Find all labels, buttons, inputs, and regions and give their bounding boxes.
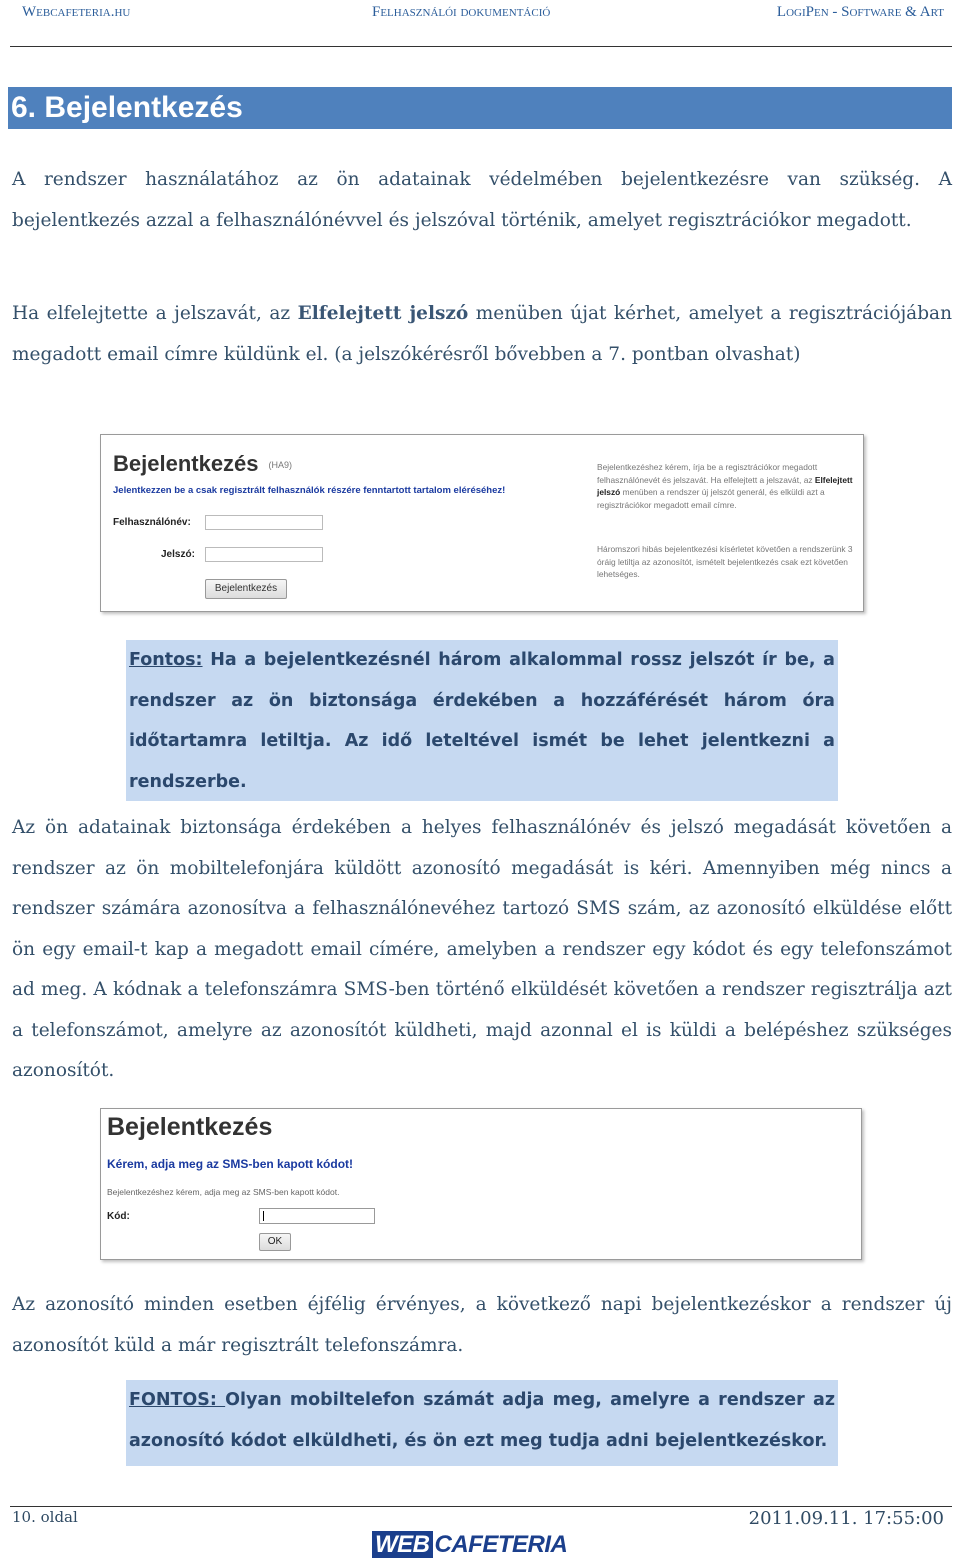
forgot-password-paragraph <box>12 294 952 375</box>
forgot-password-menu-ref: Elfelejtett jelszó <box>297 303 469 324</box>
password-label: Jelszó: <box>161 549 195 560</box>
login-button[interactable]: Bejelentkezés <box>205 579 287 599</box>
sms-login-subtitle: Kérem, adja meg az SMS-ben kapott kódot! <box>107 1157 354 1171</box>
section-title: 6. Bejelentkezés <box>8 87 952 129</box>
username-input[interactable] <box>205 515 323 530</box>
code-input[interactable] <box>259 1208 375 1224</box>
username-label: Felhasználónév: <box>113 517 191 528</box>
password-input[interactable] <box>205 547 323 562</box>
important-note-lockout <box>126 640 838 801</box>
login-screenshot <box>100 434 864 612</box>
login-subtitle: Jelentkezzen be a csak regisztrált felhasználók részére fenntartott tartalom eléréséhez! <box>113 485 506 496</box>
login-help-text: Bejelentkezéshez kérem, írja be a regisztrációkor megadott felhasználónevét és jelszavát. Ha elfelejtett a jelszavát, az Elfelejtett jelszó menüben a rendszer új jelszót generál, és elküldi azt a regisztrációkor megadott email címre. <box>597 462 853 510</box>
footer-divider <box>10 1506 952 1507</box>
webcafeteria-logo: WEB CAFETERIA <box>372 1532 567 1558</box>
login-lockout-text: Háromszori hibás bejelentkezési kísérletet követően a rendszerünk 3 óráig letiltja az azonosítót, ismételt bejelentkezés csak ezt követően lehetséges. <box>597 544 853 579</box>
login-title: Bejelentkezés (HA9) <box>113 451 293 476</box>
footer-timestamp: 2011.09.11. 17:55:00 <box>748 1508 944 1529</box>
sms-login-help: Bejelentkezéshez kérem, adja meg az SMS-ben kapott kódot. <box>107 1187 340 1197</box>
page-number: 10. oldal <box>12 1508 78 1526</box>
important-note-phone <box>126 1380 838 1466</box>
ok-button[interactable]: OK <box>259 1233 291 1251</box>
header-company: LogiPen - Software & Art <box>776 4 944 20</box>
page-header <box>12 4 948 26</box>
code-label: Kód: <box>107 1211 130 1222</box>
header-site: Webcafeteria.hu <box>22 4 131 20</box>
header-doc-title: Felhasználói dokumentáció <box>372 4 551 20</box>
sms-login-title: Bejelentkezés <box>107 1113 273 1141</box>
validity-paragraph: Az azonosító minden esetben éjfélig érvényes, a következő napi bejelentkezéskor a rendszer új azonosítót küld a már regisztrált telefonszámra. <box>12 1294 952 1356</box>
forgot-password-link[interactable]: Elfelejtett jelszó <box>597 474 853 497</box>
para2-after: menüben újat kérhet, amelyet a regisztrációjában megadott email címre küldünk el. (a jelszókérésről bővebben a 7. pontban olvashat) <box>12 303 953 365</box>
login-title-code: (HA9) <box>268 460 293 471</box>
header-divider <box>10 46 952 47</box>
sms-paragraph: Az ön adatainak biztonsága érdekében a helyes felhasználónév és jelszó megadását követően a rendszer az ön mobiltelefonjára küldött azonosító megadását is kéri. Amennyiben még nincs a rendszer számára azonosítva a felhasználónevéhez tartozó SMS szám, az azonosító elküldése előtt ön egy email-t kap a megadott email címére, amelyben a rendszer egy kódot és egy telefonszámot ad meg. A kódnak a telefonszámra SMS-ben történő elküldését követően a rendszer regisztrálja azt a telefonszámot, amelyre az azonosítót küldheti, majd azonnal el is küldi a belépéshez szükséges azonosítót. <box>12 817 952 1081</box>
note1-lead: Fontos: <box>129 650 203 670</box>
intro-paragraph: A rendszer használatához az ön adatainak védelmében bejelentkezésre van szükség. A bejelentkezés azzal a felhasználónévvel és jelszóval történik, amelyet regisztrációkor megadott. <box>12 169 952 231</box>
para2-before: Ha elfelejtette a jelszavát, az <box>12 303 298 324</box>
note1-text: Ha a bejelentkezésnél három alkalommal rossz jelszót ír be, a rendszer az ön biztonsága érdekében a hozzáférését három óra időtartamra letiltja. Az idő leteltével ismét be lehet jelentkezni a rendszerbe. <box>129 650 835 792</box>
note2-lead: FONTOS: <box>129 1390 226 1410</box>
note2-text: Olyan mobiltelefon számát adja meg, amelyre a rendszer az azonosító kódot elküldheti, és ön ezt meg tudja adni bejelentkezéskor. <box>129 1390 835 1451</box>
sms-code-screenshot <box>100 1108 862 1260</box>
